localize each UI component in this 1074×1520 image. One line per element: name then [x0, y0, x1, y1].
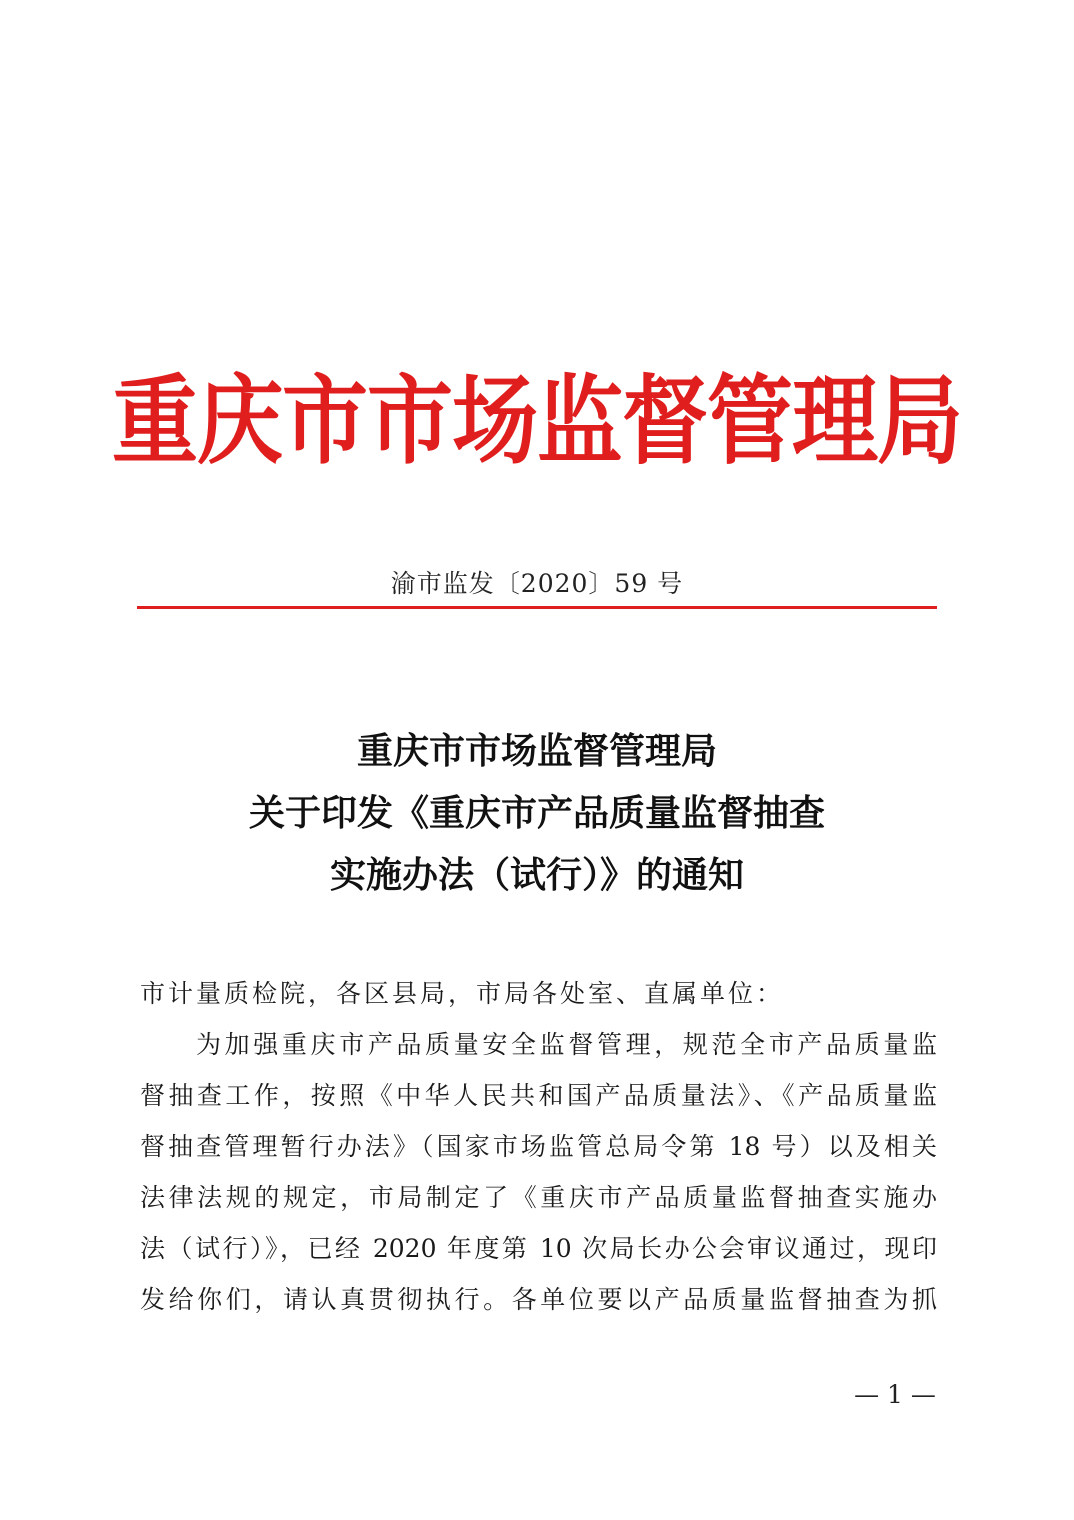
addressee: 市计量质检院，各区县局，市局各处室、直属单位：: [140, 979, 785, 1008]
paragraph-line: 法（试行）》，已经 2020 年度第 10 次局长办公会审议通过，现印: [140, 1234, 937, 1263]
title-line-2: 关于印发《重庆市产品质量监督抽查: [248, 792, 825, 834]
title-line-1: 重庆市市场监督管理局: [356, 730, 717, 772]
page-number: — 1 —: [854, 1380, 936, 1409]
paragraph-line: 督抽查工作，按照《中华人民共和国产品质量法》、《产品质量监: [140, 1081, 937, 1110]
title-line-3: 实施办法（试行）》的通知: [329, 854, 744, 896]
paragraph-line: 发给你们，请认真贯彻执行。各单位要以产品质量监督抽查为抓: [140, 1285, 937, 1314]
document-body: [140, 968, 937, 1325]
paragraph-line: 督抽查管理暂行办法》（国家市场监管总局令第 18 号）以及相关: [140, 1132, 937, 1161]
paragraph-line: 为加强重庆市产品质量安全监督管理，规范全市产品质量监: [196, 1030, 937, 1059]
masthead: 重庆市市场监督管理局: [112, 366, 962, 479]
document-title: [0, 720, 1074, 906]
red-divider-line: [137, 606, 937, 609]
paragraph-line: 法律法规的规定，市局制定了《重庆市产品质量监督抽查实施办: [140, 1183, 937, 1212]
document-number: 渝市监发〔2020〕59 号: [390, 569, 684, 598]
